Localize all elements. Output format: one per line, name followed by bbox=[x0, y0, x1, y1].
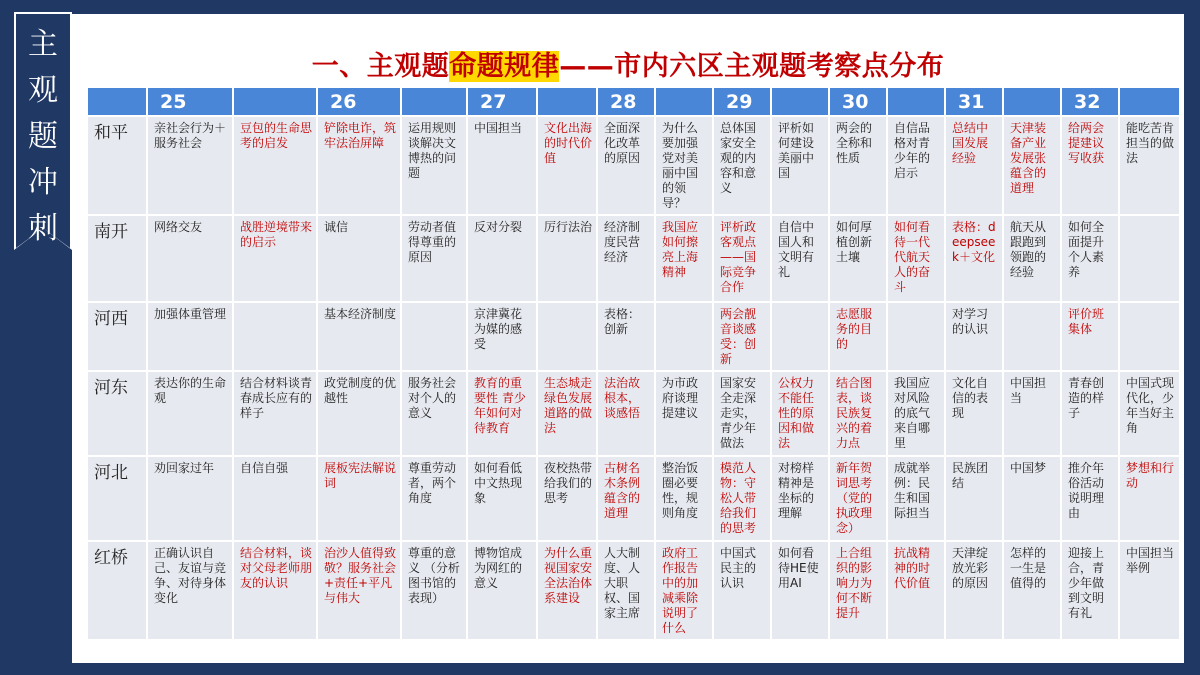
header-corner bbox=[88, 88, 146, 115]
topic-cell: 中国担当 bbox=[468, 117, 536, 214]
topic-cell: 评析政客观点——国际竞争合作 bbox=[714, 216, 770, 301]
topic-cell: 自信品格对青少年的启示 bbox=[888, 117, 944, 214]
topic-cell: 怎样的一生是值得的 bbox=[1004, 542, 1060, 639]
topic-cell: 模范人物：守松人带给我们的思考 bbox=[714, 457, 770, 540]
title-part-3: ——市内六区主观题考察点分布 bbox=[559, 51, 945, 82]
header-question-number bbox=[234, 88, 316, 115]
topic-cell: 为市政府谈理提建议 bbox=[656, 372, 712, 455]
topic-cell: 政府工作报告中的加减乘除说明了什么 bbox=[656, 542, 712, 639]
topic-cell: 自信自强 bbox=[234, 457, 316, 540]
header-question-number: 31 bbox=[946, 88, 1002, 115]
topic-cell: 两会靓音谈感受：创新 bbox=[714, 303, 770, 370]
topic-cell: 京津冀花为媒的感受 bbox=[468, 303, 536, 370]
sidebar-char: 冲 bbox=[28, 165, 58, 200]
topic-cell: 劳动者值得尊重的原因 bbox=[402, 216, 466, 301]
topic-cell: 为什么重视国家安全法治体系建设 bbox=[538, 542, 596, 639]
topic-cell: 我国应如何擦亮上海精神 bbox=[656, 216, 712, 301]
sidebar-char: 观 bbox=[28, 73, 58, 108]
header-question-number: 27 bbox=[468, 88, 536, 115]
topic-cell: 厉行法治 bbox=[538, 216, 596, 301]
district-name: 河东 bbox=[88, 372, 146, 455]
topic-cell: 文化自信的表现 bbox=[946, 372, 1002, 455]
header-question-number bbox=[1004, 88, 1060, 115]
topic-cell: 如何看待HE使用AI bbox=[772, 542, 828, 639]
header-question-number: 28 bbox=[598, 88, 654, 115]
topic-cell: 能吃苦肯担当的做法 bbox=[1120, 117, 1179, 214]
topic-cell bbox=[1120, 303, 1179, 370]
topic-cell: 服务社会对个人的意义 bbox=[402, 372, 466, 455]
topic-cell bbox=[888, 303, 944, 370]
district-name: 河西 bbox=[88, 303, 146, 370]
topic-cell: 新年贺词思考（党的执政理念） bbox=[830, 457, 886, 540]
title-part-1: 一、主观题 bbox=[311, 51, 450, 82]
header-question-number bbox=[402, 88, 466, 115]
topic-cell: 整治饭圈必要性，规则角度 bbox=[656, 457, 712, 540]
table-row bbox=[88, 303, 1179, 370]
topic-cell: 如何全面提升个人素养 bbox=[1062, 216, 1118, 301]
title-highlight: 命题规律 bbox=[449, 51, 560, 82]
topic-cell: 表格：创新 bbox=[598, 303, 654, 370]
topic-cell: 运用规则谈解决文博热的问题 bbox=[402, 117, 466, 214]
topic-cell: 人大制度、人大职权、国家主席 bbox=[598, 542, 654, 639]
table-row bbox=[88, 542, 1179, 639]
table-body bbox=[88, 117, 1179, 639]
topic-cell: 加强体重管理 bbox=[148, 303, 232, 370]
topic-cell: 如何看低中文热现象 bbox=[468, 457, 536, 540]
table-row bbox=[88, 457, 1179, 540]
topic-cell: 尊重劳动者，两个角度 bbox=[402, 457, 466, 540]
topic-cell bbox=[402, 303, 466, 370]
topic-cell: 为什么要加强党对美丽中国的领导？ bbox=[656, 117, 712, 214]
district-name: 红桥 bbox=[88, 542, 146, 639]
sidebar-label bbox=[14, 22, 72, 252]
topic-cell: 展板宪法解说词 bbox=[318, 457, 400, 540]
topic-cell: 生态城走绿色发展道路的做法 bbox=[538, 372, 596, 455]
sidebar-char: 题 bbox=[28, 119, 58, 154]
topic-cell: 中国担当 bbox=[1004, 372, 1060, 455]
topic-cell: 铲除电诈，筑牢法治屏障 bbox=[318, 117, 400, 214]
topic-cell: 推介年俗活动说明理由 bbox=[1062, 457, 1118, 540]
topic-cell: 经济制度民营经济 bbox=[598, 216, 654, 301]
topic-cell: 博物馆成为网红的意义 bbox=[468, 542, 536, 639]
header-question-number bbox=[656, 88, 712, 115]
slide-title bbox=[72, 44, 1184, 83]
topic-cell bbox=[1004, 303, 1060, 370]
topic-cell: 对学习的认识 bbox=[946, 303, 1002, 370]
topic-cell: 豆包的生命思考的启发 bbox=[234, 117, 316, 214]
topic-cell: 中国式现代化，少年当好主角 bbox=[1120, 372, 1179, 455]
slide-panel bbox=[72, 14, 1184, 663]
topic-cell: 航天从跟跑到领跑的经验 bbox=[1004, 216, 1060, 301]
topic-cell: 反对分裂 bbox=[468, 216, 536, 301]
topic-cell: 表达你的生命观 bbox=[148, 372, 232, 455]
topic-cell bbox=[656, 303, 712, 370]
topic-cell: 上合组织的影响力为何不断提升 bbox=[830, 542, 886, 639]
topic-cell: 全面深化改革的原因 bbox=[598, 117, 654, 214]
header-question-number bbox=[1120, 88, 1179, 115]
topic-cell: 给两会提建议写收获 bbox=[1062, 117, 1118, 214]
topic-cell: 基本经济制度 bbox=[318, 303, 400, 370]
topic-cell bbox=[772, 303, 828, 370]
header-question-number: 32 bbox=[1062, 88, 1118, 115]
header-question-number bbox=[538, 88, 596, 115]
topic-cell: 正确认识自己、友谊与竞争、对待身体变化 bbox=[148, 542, 232, 639]
header-row bbox=[88, 88, 1179, 115]
topic-cell: 迎接上合，青少年做到文明有礼 bbox=[1062, 542, 1118, 639]
topic-cell: 如何厚植创新土壤 bbox=[830, 216, 886, 301]
topic-cell: 成就举例：民生和国际担当 bbox=[888, 457, 944, 540]
topic-cell: 公权力不能任性的原因和做法 bbox=[772, 372, 828, 455]
topic-cell: 抗战精神的时代价值 bbox=[888, 542, 944, 639]
topic-cell: 中国式民主的认识 bbox=[714, 542, 770, 639]
topic-cell: 如何看待一代代航天人的奋斗 bbox=[888, 216, 944, 301]
header-question-number: 29 bbox=[714, 88, 770, 115]
header-question-number bbox=[772, 88, 828, 115]
topic-cell: 志愿服务的目的 bbox=[830, 303, 886, 370]
sidebar-char: 刺 bbox=[28, 211, 58, 246]
topic-cell: 亲社会行为＋服务社会 bbox=[148, 117, 232, 214]
district-name: 和平 bbox=[88, 117, 146, 214]
sidebar-char: 主 bbox=[28, 27, 58, 62]
topic-cell: 尊重的意义 （分析图书馆的表现） bbox=[402, 542, 466, 639]
topic-cell: 结合材料，谈对父母老师朋友的认识 bbox=[234, 542, 316, 639]
topic-cell: 自信中国人和文明有礼 bbox=[772, 216, 828, 301]
header-question-number: 25 bbox=[148, 88, 232, 115]
topic-cell: 总结中国发展经验 bbox=[946, 117, 1002, 214]
district-name: 河北 bbox=[88, 457, 146, 540]
topic-cell: 文化出海的时代价值 bbox=[538, 117, 596, 214]
topic-cell: 战胜逆境带来的启示 bbox=[234, 216, 316, 301]
topic-cell: 国家安全走深走实，青少年做法 bbox=[714, 372, 770, 455]
district-name: 南开 bbox=[88, 216, 146, 301]
topic-cell: 政党制度的优越性 bbox=[318, 372, 400, 455]
topic-cell: 治沙人值得致敬？服务社会+责任+平凡与伟大 bbox=[318, 542, 400, 639]
distribution-table bbox=[86, 86, 1181, 641]
header-question-number: 26 bbox=[318, 88, 400, 115]
topic-cell: 结合材料谈青春成长应有的样子 bbox=[234, 372, 316, 455]
topic-cell: 我国应对风险的底气来自哪里 bbox=[888, 372, 944, 455]
topic-cell: 教育的重要性 青少年如何对待教育 bbox=[468, 372, 536, 455]
topic-cell: 天津装备产业发展张蕴含的道理 bbox=[1004, 117, 1060, 214]
table-row bbox=[88, 216, 1179, 301]
header-question-number bbox=[888, 88, 944, 115]
topic-cell: 两会的全称和性质 bbox=[830, 117, 886, 214]
table-row bbox=[88, 372, 1179, 455]
topic-cell: 评价班集体 bbox=[1062, 303, 1118, 370]
topic-cell: 网络交友 bbox=[148, 216, 232, 301]
topic-cell bbox=[234, 303, 316, 370]
table-row bbox=[88, 117, 1179, 214]
topic-cell: 劝回家过年 bbox=[148, 457, 232, 540]
topic-cell: 民族团结 bbox=[946, 457, 1002, 540]
topic-cell: 总体国家安全观的内容和意义 bbox=[714, 117, 770, 214]
topic-cell: 青春创造的样子 bbox=[1062, 372, 1118, 455]
topic-cell bbox=[1120, 216, 1179, 301]
topic-cell: 梦想和行动 bbox=[1120, 457, 1179, 540]
topic-cell: 诚信 bbox=[318, 216, 400, 301]
distribution-table-wrap bbox=[86, 86, 1181, 641]
topic-cell: 中国担当举例 bbox=[1120, 542, 1179, 639]
header-question-number: 30 bbox=[830, 88, 886, 115]
topic-cell: 评析如何建设美丽中国 bbox=[772, 117, 828, 214]
topic-cell: 对榜样精神是坐标的理解 bbox=[772, 457, 828, 540]
topic-cell: 夜校热带给我们的思考 bbox=[538, 457, 596, 540]
topic-cell: 法治故根本，谈感悟 bbox=[598, 372, 654, 455]
topic-cell: 表格：deepseek＋文化 bbox=[946, 216, 1002, 301]
topic-cell: 中国梦 bbox=[1004, 457, 1060, 540]
topic-cell bbox=[538, 303, 596, 370]
topic-cell: 结合图表，谈民族复兴的着力点 bbox=[830, 372, 886, 455]
topic-cell: 天津绽放光彩的原因 bbox=[946, 542, 1002, 639]
topic-cell: 古树名木条例蕴含的道理 bbox=[598, 457, 654, 540]
